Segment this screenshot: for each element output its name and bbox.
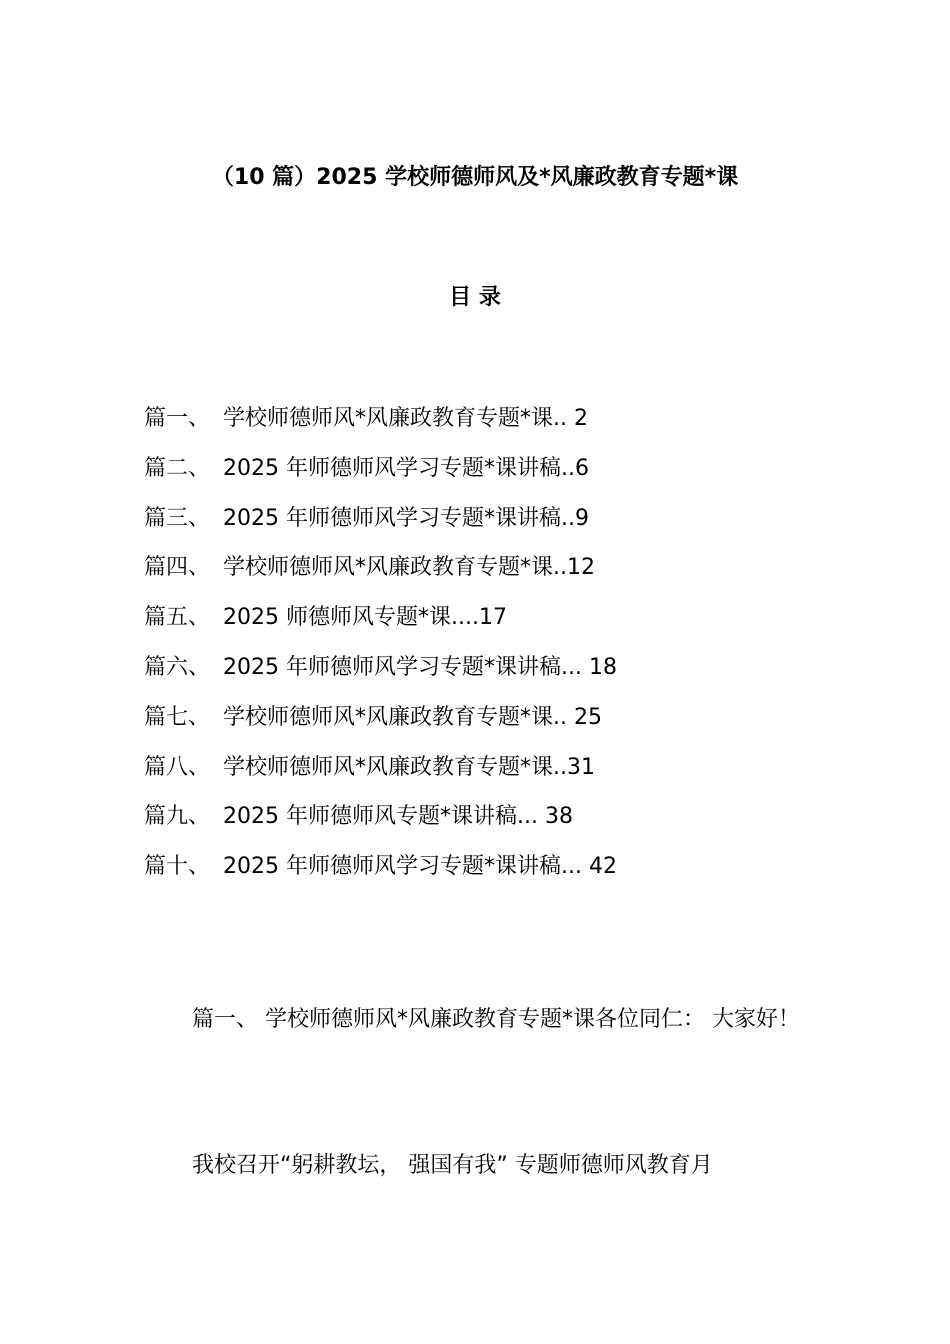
toc-entry-number: 篇一、: [144, 406, 211, 431]
toc-entry-number: 篇六、: [144, 654, 211, 680]
toc-entry[interactable]: [144, 700, 824, 750]
toc-entry[interactable]: [144, 451, 824, 501]
toc-entry[interactable]: [144, 750, 824, 800]
toc-entry-text: 2025 年师德师风学习专题*课讲稿... 42: [223, 854, 617, 880]
toc-entry-text: 2025 年师德师风学习专题*课讲稿..6: [223, 455, 589, 481]
toc-entry[interactable]: [144, 550, 824, 600]
toc-entry-text: 2025 师德师风专题*课....17: [223, 605, 507, 631]
toc-entry[interactable]: [144, 401, 824, 451]
toc-entry[interactable]: [144, 799, 824, 849]
toc-entry[interactable]: [144, 849, 824, 899]
toc-entry[interactable]: [144, 650, 824, 700]
toc-entry[interactable]: [144, 600, 824, 650]
toc-heading: 目 录: [449, 285, 501, 310]
body-paragraph: 我校召开“躬耕教坛， 强国有我” 专题师德师风教育月: [192, 1153, 713, 1178]
toc-entry-number: 篇十、: [144, 854, 211, 880]
toc-entry[interactable]: [144, 501, 824, 551]
toc-entry-text: 2025 年师德师风学习专题*课讲稿..9: [223, 505, 589, 531]
toc-entry-text: 学校师德师风*风廉政教育专题*课.. 2: [223, 406, 588, 431]
toc-entry-number: 篇七、: [144, 704, 211, 730]
table-of-contents: [144, 401, 824, 899]
toc-entry-text: 学校师德师风*风廉政教育专题*课..31: [223, 754, 595, 780]
toc-entry-number: 篇四、: [144, 555, 211, 581]
toc-entry-text: 2025 年师德师风专题*课讲稿... 38: [223, 804, 573, 830]
toc-entry-text: 学校师德师风*风廉政教育专题*课..12: [223, 555, 595, 581]
toc-entry-number: 篇五、: [144, 605, 211, 631]
toc-entry-number: 篇八、: [144, 754, 211, 780]
document-title: （10 篇）2025 学校师德师风及*风廉政教育专题*课: [211, 165, 739, 190]
toc-entry-number: 篇三、: [144, 505, 211, 531]
body-paragraph: 篇一、 学校师德师风*风廉政教育专题*课各位同仁： 大家好！: [192, 1007, 800, 1032]
toc-entry-text: 2025 年师德师风学习专题*课讲稿... 18: [223, 654, 617, 680]
toc-entry-text: 学校师德师风*风廉政教育专题*课.. 25: [223, 704, 602, 730]
toc-entry-number: 篇九、: [144, 804, 211, 830]
toc-entry-number: 篇二、: [144, 455, 211, 481]
